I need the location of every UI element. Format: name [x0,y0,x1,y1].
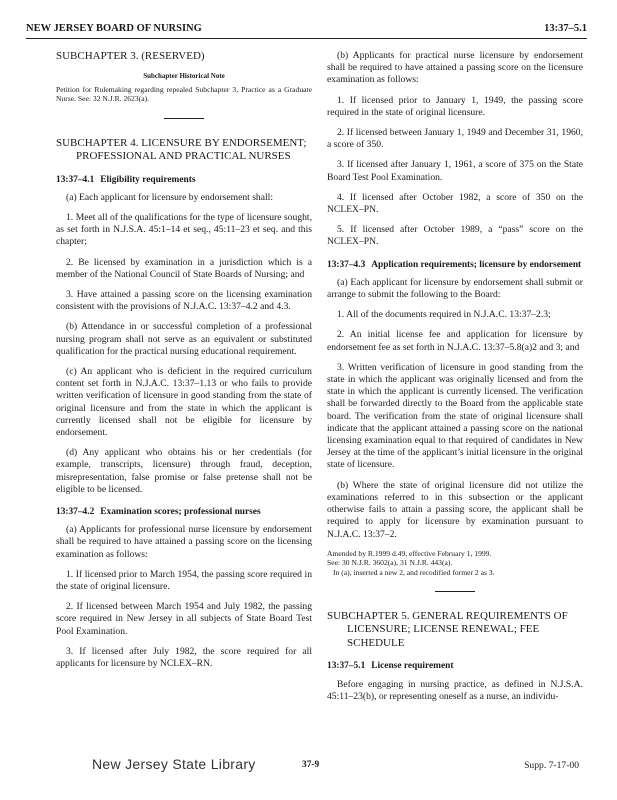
amendment-note [327,549,583,577]
amendment-line: See: 30 N.J.R. 3602(a), 31 N.J.R. 443(a). [327,558,453,568]
paragraph: 3. If licensed after July 1982, the score required for all applicants for licensure by NCLEX–RN. [56,645,312,670]
section-title: Application requirements; licensure by endorsement [371,259,582,270]
section-5-1-heading [327,660,583,672]
paragraph: (b) Attendance in or successful completion of a professional nursing program shall not serve as an equivalent or substituted qualification for the practical nursing educational requirement. [56,321,312,357]
paragraph: 5. If licensed after October 1989, a “pass” score on the NCLEX–PN. [327,224,583,248]
paragraph: 3. Have attained a passing score on the licensing examination consistent with the provisions of N.J.A.C. 13:37–4.2 and 4.3. [56,288,312,313]
paragraph: (d) Any applicant who obtains his or her credentials (for example, transcripts, licensure) through fraud, deception, misrepresentation, false promise or false pretense shall not be eligible to be licensed. [56,447,312,495]
section-number: 13:37–5.1 [327,661,366,672]
paragraph: (a) Each applicant for licensure by endorsement shall submit or arrange to submit the following to the Board: [327,276,583,301]
paragraph: (b) Applicants for practical nurse licensure by endorsement shall be required to have attained a passing score on the licensure examination as follows: [327,50,583,86]
subchapter-5-heading: SUBCHAPTER 5. GENERAL REQUIREMENTS OF LICENSURE; LICENSE RENEWAL; FEE SCHEDULE [327,609,568,649]
paragraph: (a) Applicants for professional nurse licensure by endorsement shall be required to have attained a passing score on the licensing examination as follows: [56,524,312,560]
historical-note-text: Petition for Rulemaking regarding repealed Subchapter 3, Practice as a Graduate Nurse. See: 32 N.J.R. 2623(a). [56,84,312,104]
paragraph: 3. Written verification of licensure in good standing from the state in which the applicant was originally licensed and from the state in which the applicant is currently licensed. The verification shall be forwarded directly to the Board from the applicable state board. The verification from the state of original licensure shall indicate that the applicant attained a passing score on the national licensing examination equal to that required of candidates in New Jersey at the time of the applicant’s initial licensure in the original state of licensure. [327,361,583,471]
paragraph: 2. If licensed between January 1, 1949 and December 31, 1960, a score of 350. [327,127,583,151]
section-title: Eligibility requirements [100,174,196,185]
section-divider [164,118,204,119]
section-title: License requirement [371,661,454,672]
paragraph: (b) Where the state of original licensure did not utilize the examinations referred to in this subsection or the applicant otherwise fails to attain a passing score, the applicant shall be required to apply for licensure by examination pursuant to N.J.A.C. 13:37–2. [327,479,583,540]
header-section: 13:37–5.1 [544,23,587,34]
section-number: 13:37–4.3 [327,259,366,270]
subchapter-3-heading: SUBCHAPTER 3. (RESERVED) [56,50,205,62]
paragraph: 4. If licensed after October 1982, a score of 350 on the NCLEX–PN. [327,191,583,216]
paragraph: (c) An applicant who is deficient in the required curriculum content set forth in N.J.A.C. 13:37–1.13 or who fails to provide written verification of licensure in good standing from the state of original licensure and from the state in which the applicant is currently licensed shall not be eligible for licensure by endorsement. [56,365,312,438]
section-number: 13:37–4.2 [56,506,95,517]
paragraph: 1. If licensed prior to January 1, 1949, the passing score required in the state of original licensure. [327,94,583,118]
paragraph: 2. If licensed between March 1954 and July 1982, the passing score required in New Jersey in all subjects of State Board Test Pool Examination. [56,601,312,637]
paragraph: 2. Be licensed by examination in a jurisdiction which is a member of the National Council of State Boards of Nursing; and [56,256,312,280]
section-4-2-heading [56,506,312,518]
paragraph: Before engaging in nursing practice, as defined in N.J.S.A. 45:11–23(b), or representing oneself as a nurse, an individu- [327,678,583,702]
library-watermark: New Jersey State Library [92,756,256,772]
paragraph: 1. All of the documents required in N.J.A.C. 13:37–2.3; [337,309,551,321]
amendment-line: Amended by R.1999 d.49, effective February 1, 1999. [327,548,492,558]
right-column [327,50,583,711]
section-divider [435,591,475,592]
paragraph: (a) Each applicant for licensure by endorsement shall: [66,191,273,203]
paragraph: 3. If licensed after January 1, 1961, a score of 375 on the State Board Test Pool Examination. [327,159,583,183]
subchapter-4-heading: SUBCHAPTER 4. LICENSURE BY ENDORSEMENT; PROFESSIONAL AND PRACTICAL NURSES [56,136,307,163]
paragraph: 1. Meet all of the qualifications for the type of licensure sought, as set forth in N.J.S.A. 45:1–14 et seq., 45:11–23 et seq. and this chapter; [56,211,312,248]
left-column [56,50,312,678]
page-number: 37-9 [302,760,320,770]
paragraph: 2. An initial license fee and application for licensure by endorsement fee as set forth in N.J.A.C. 13:37–5.8(a)2 and 3; and [327,329,583,353]
section-title: Examination scores; professional nurses [100,506,261,517]
header-title: NEW JERSEY BOARD OF NURSING [26,23,202,34]
amendment-line: In (a), inserted a new 2, and recodified former 2 as 3. [333,567,495,577]
paragraph: 1. If licensed prior to March 1954, the passing score required in the state of original licensure. [56,568,312,592]
supplement-date: Supp. 7-17-00 [524,760,579,771]
running-header [26,22,587,39]
historical-note-title: Subchapter Historical Note [143,71,225,80]
section-number: 13:37–4.1 [56,174,95,185]
section-4-3-heading [327,259,583,271]
section-4-1-heading [56,174,312,186]
